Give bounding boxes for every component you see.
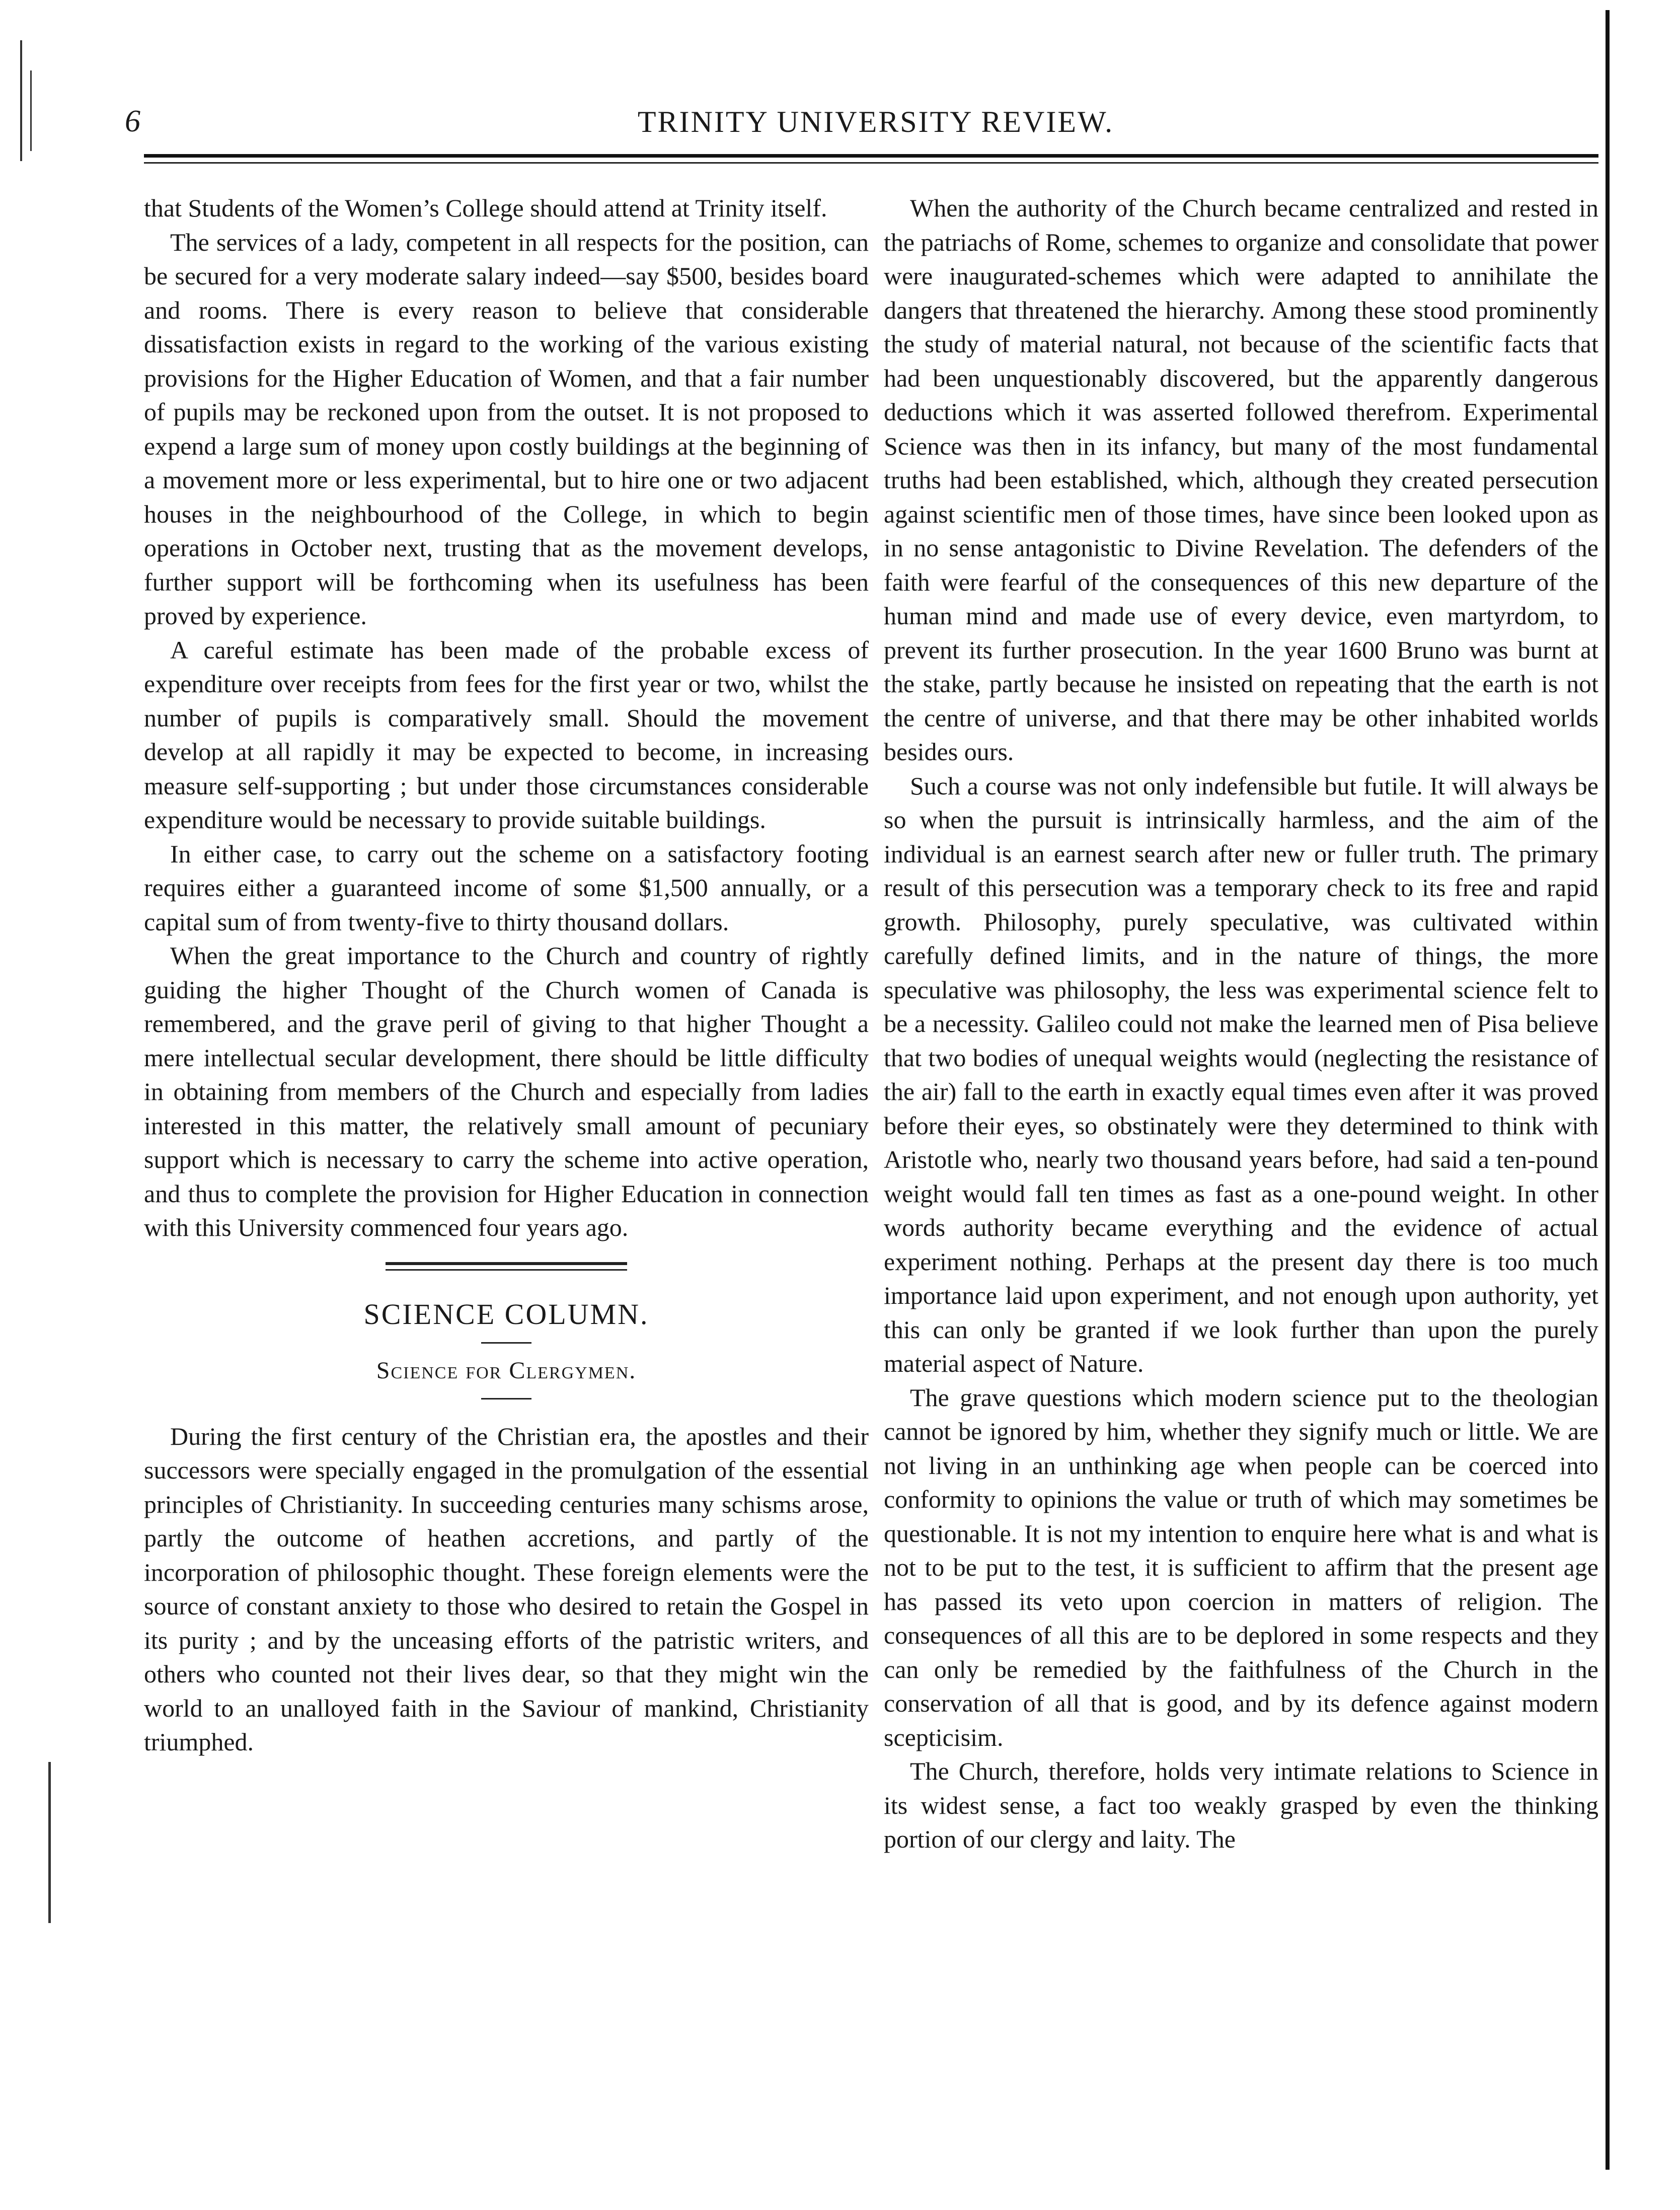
paragraph: During the first century of the Christian era, the apostles and their successors were specially engaged in the promulgation of the essential principles of Christianity. In succeeding centuries many schisms arose, partly the outcome of heathen accretions, and partly of the incorporation of philosophic thought. These foreign elements were the source of constant anxiety to those who desired to retain the Gospel in its purity ; and by the unceasing efforts of the patristic writers, and others who counted not their lives dear, so that they might win the world to an unalloyed faith in the Saviour of mankind, Christianity triumphed.: [144, 1422, 869, 1756]
paragraph: When the authority of the Church became centralized and rested in the patriachs of Rome, schemes to organize and consolidate that power were inaugurated-schemes which were adapted to annihilate the dangers that threatened the hierarchy. Among these stood prominently the study of material natural, not because of the scientific facts that had been unquestionably discovered, but the apparently dangerous deductions which it was asserted followed therefrom. Experimental Science was then in its infancy, but many of the most fundamental truths had been established, which, although they created persecution against scientific men of those times, have since been looked upon as in no sense antagonistic to Divine Revelation. The defenders of the faith were fearful of the consequences of this new departure of the human mind and made use of every device, even martyrdom, to prevent its further prosecution. In the year 1600 Bruno was burnt at the stake, partly because he insisted on repeating that the earth is not the centre of universe, and that there may be other inhabited worlds besides ours.: [884, 194, 1598, 766]
paragraph: The services of a lady, competent in all respects for the position, can be secured for a very moderate salary indeed—say $500, besides board and rooms. There is every reason to believe that considerable dissatisfaction exists in regard to the working of the various existing provisions for the Higher Education of Women, and that a fair number of pupils may be reckoned upon from the outset. It is not proposed to expend a large sum of money upon costly buildings at the beginning of a movement more or less experimental, but to hire one or two adjacent houses in the neighbourhood of the College, in which to begin operations in October next, trusting that as the movement develops, further support will be forthcoming when its usefulness has been proved by experience.: [144, 228, 869, 630]
right-column: [884, 191, 1598, 1857]
scan-border-line: [1606, 10, 1610, 2170]
paragraph: that Students of the Women’s College should attend at Trinity itself.: [144, 194, 827, 222]
subtitle-rule: [481, 1398, 531, 1399]
section-divider: [386, 1262, 627, 1265]
scan-edge-mark: [30, 70, 32, 151]
header-rule-thin: [144, 162, 1598, 164]
scan-edge-mark: [20, 40, 22, 161]
left-column: [144, 191, 869, 1759]
paragraph: The grave questions which modern science put to the theologian cannot be ignored by him, whether they signify much or little. We are not living in an unthinking age when people can be coerced into conformity to opinions the value or truth of which may sometimes be questionable. It is not my intention to enquire here what is and what is not to be put to the test, it is sufficient to affirm that the present age has passed its veto upon coercion in matters of religion. The consequences of all this are to be deplored in some respects and they can only be remedied by the faithfulness of the Church in the conservation of all that is good, and by its defence against modern scepticisim.: [884, 1383, 1598, 1751]
paragraph: A careful estimate has been made of the probable excess of expenditure over receipts from fees for the first year or two, whilst the number of pupils is comparatively small. Should the movement develop at all rapidly it may be expected to become, in increasing measure self-supporting ; but under those circumstances considerable expenditure would be necessary to provide suitable buildings.: [144, 635, 869, 834]
page-number: 6: [125, 104, 140, 138]
paragraph: The Church, therefore, holds very intimate relations to Science in its widest sense, a fact too weakly grasped by even the thinking portion of our clergy and laity. The: [884, 1757, 1598, 1853]
paragraph: Such a course was not only indefensible but futile. It will always be so when the pursuit is intrinsically harmless, and the aim of the individual is an earnest search after new or fuller truth. The primary result of this persecution was a temporary check to its free and rapid growth. Philosophy, purely speculative, was cultivated within carefully defined limits, and in the nature of things, the more speculative was philosophy, the less was experimental science felt to be a necessity. Galileo could not make the learned men of Pisa believe that two bodies of unequal weights would (neglecting the resistance of the air) fall to the earth in exactly equal times even after it was proved before their eyes, so obstinately were they determined to think with Aristotle who, nearly two thousand years before, had said a ten-pound weight would fall ten times as fast as a one-pound weight. In other words authority became everything and the evidence of actual experiment nothing. Perhaps at the present day there is too much importance laid upon experiment, and not enough upon authority, yet this can only be granted if we look further than upon the purely material aspect of Nature.: [884, 771, 1598, 1377]
title-rule: [481, 1342, 531, 1344]
paragraph: When the great importance to the Church and country of rightly guiding the higher Thought of the Church women of Canada is remembered, and the grave peril of giving to that higher Thought a mere intellectual secular development, there should be little difficulty in obtaining from members of the Church and especially from ladies interested in this matter, the relatively small amount of pecuniary support which is necessary to carry the scheme into active operation, and thus to complete the provision for Higher Education in connection with this University commenced four years ago.: [144, 941, 869, 1241]
running-head-title: TRINITY UNIVERSITY REVIEW.: [637, 105, 1114, 138]
section-subtitle: Science for Clergymen.: [376, 1357, 637, 1384]
scan-edge-mark: [48, 1762, 51, 1923]
section-divider-thin: [386, 1269, 627, 1271]
section-title: SCIENCE COLUMN.: [363, 1297, 649, 1331]
paragraph: In either case, to carry out the scheme on a satisfactory footing requires either a guaranteed income of some $1,500 annually, or a capital sum of from twenty-five to thirty thousand dollars.: [144, 839, 869, 936]
header-rule: [144, 154, 1598, 158]
